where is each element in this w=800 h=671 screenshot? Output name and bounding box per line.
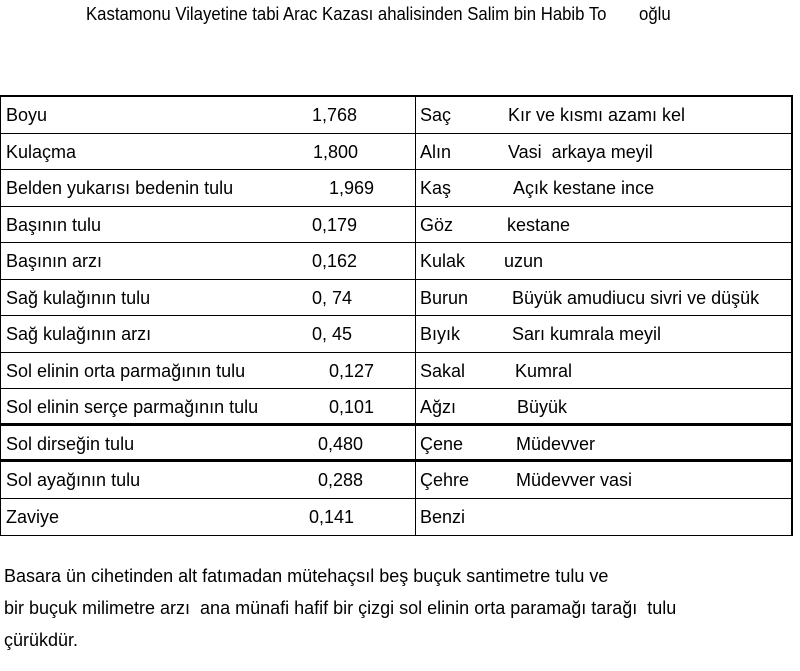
feature-name: Kulak xyxy=(420,251,466,271)
measurement-value: 0,101 xyxy=(299,389,416,423)
feature-name: Bıyık xyxy=(420,324,461,344)
measurement-name: Başının arzı xyxy=(0,243,299,279)
note-line: Basara ün cihetinden alt fatımadan mütehaçsıl beş buçuk santimetre tulu ve xyxy=(4,566,609,586)
measurement-name: Sol elinin serçe parmağının tulu xyxy=(0,389,299,423)
feature-name: Burun xyxy=(420,287,469,308)
table-row xyxy=(0,462,793,499)
note-line: çürükdür. xyxy=(4,630,79,650)
measurement-name: Zaviye xyxy=(0,499,299,536)
table-row xyxy=(0,499,793,536)
table-row xyxy=(0,426,793,463)
measurement-value: 1,969 xyxy=(299,170,416,206)
measurements-table xyxy=(0,95,793,536)
feature-description xyxy=(500,499,793,536)
table-row xyxy=(0,97,793,134)
measurement-name: Sol elinin orta parmağının tulu xyxy=(0,353,299,389)
feature-description: Büyük xyxy=(500,389,793,423)
table-row xyxy=(0,170,793,207)
feature-description: Müdevver xyxy=(500,426,793,460)
feature-name: Saç xyxy=(420,105,452,125)
measurement-name: Başının tulu xyxy=(0,207,299,243)
feature-name: Çene xyxy=(420,433,464,454)
measurement-value: 0,480 xyxy=(299,426,416,460)
measurement-name: Sağ kulağının arzı xyxy=(0,316,299,352)
measurement-value: 0, 74 xyxy=(299,280,416,316)
measurement-value: 1,768 xyxy=(299,97,416,133)
feature-name: Çehre xyxy=(420,470,470,490)
feature-name: Göz xyxy=(420,214,454,235)
note-paragraph xyxy=(4,560,676,656)
table-row xyxy=(0,207,793,244)
measurement-value: 1,800 xyxy=(299,134,416,170)
feature-description: Sarı kumrala meyil xyxy=(500,316,793,352)
feature-name: Alın xyxy=(420,141,452,162)
table-row xyxy=(0,243,793,280)
feature-description: Kumral xyxy=(500,353,793,389)
table-row xyxy=(0,134,793,171)
feature-name: Ağzı xyxy=(420,397,457,417)
measurement-value: 0,288 xyxy=(299,462,416,498)
measurement-value: 0,179 xyxy=(299,207,416,243)
table-row xyxy=(0,389,793,426)
feature-description: Müdevver vasi xyxy=(500,462,793,498)
measurement-value: 0, 45 xyxy=(299,316,416,352)
feature-description: Açık kestane ince xyxy=(500,170,793,206)
note-line: bir buçuk milimetre arzı ana münafi hafif bir çizgi sol elinin orta paramağı tarağı tulu xyxy=(4,598,677,618)
measurement-name: Sol ayağının tulu xyxy=(0,462,299,498)
page-title: Kastamonu Vilayetine tabi Arac Kazası ahalisinden Salim bin Habib To oğlu xyxy=(86,4,671,24)
measurement-name: Sağ kulağının tulu xyxy=(0,280,299,316)
feature-description: Büyük amudiucu sivri ve düşük xyxy=(500,280,793,316)
measurement-name: Kulaçma xyxy=(0,134,299,170)
table-row xyxy=(0,316,793,353)
feature-description: Kır ve kısmı azamı kel xyxy=(500,97,793,133)
measurement-value: 0,127 xyxy=(299,353,416,389)
table-row xyxy=(0,353,793,390)
measurement-name: Sol dirseğin tulu xyxy=(0,426,299,460)
feature-name: Kaş xyxy=(420,178,452,198)
feature-description: Vasi arkaya meyil xyxy=(500,134,793,170)
measurement-value: 0,162 xyxy=(299,243,416,279)
measurement-name: Boyu xyxy=(0,97,299,133)
feature-description: kestane xyxy=(500,207,793,243)
measurement-value: 0,141 xyxy=(299,499,416,536)
feature-name: Benzi xyxy=(420,506,466,527)
feature-name: Sakal xyxy=(420,360,466,381)
measurement-name: Belden yukarısı bedenin tulu xyxy=(0,170,299,206)
table-row xyxy=(0,280,793,317)
feature-description: uzun xyxy=(500,243,793,279)
